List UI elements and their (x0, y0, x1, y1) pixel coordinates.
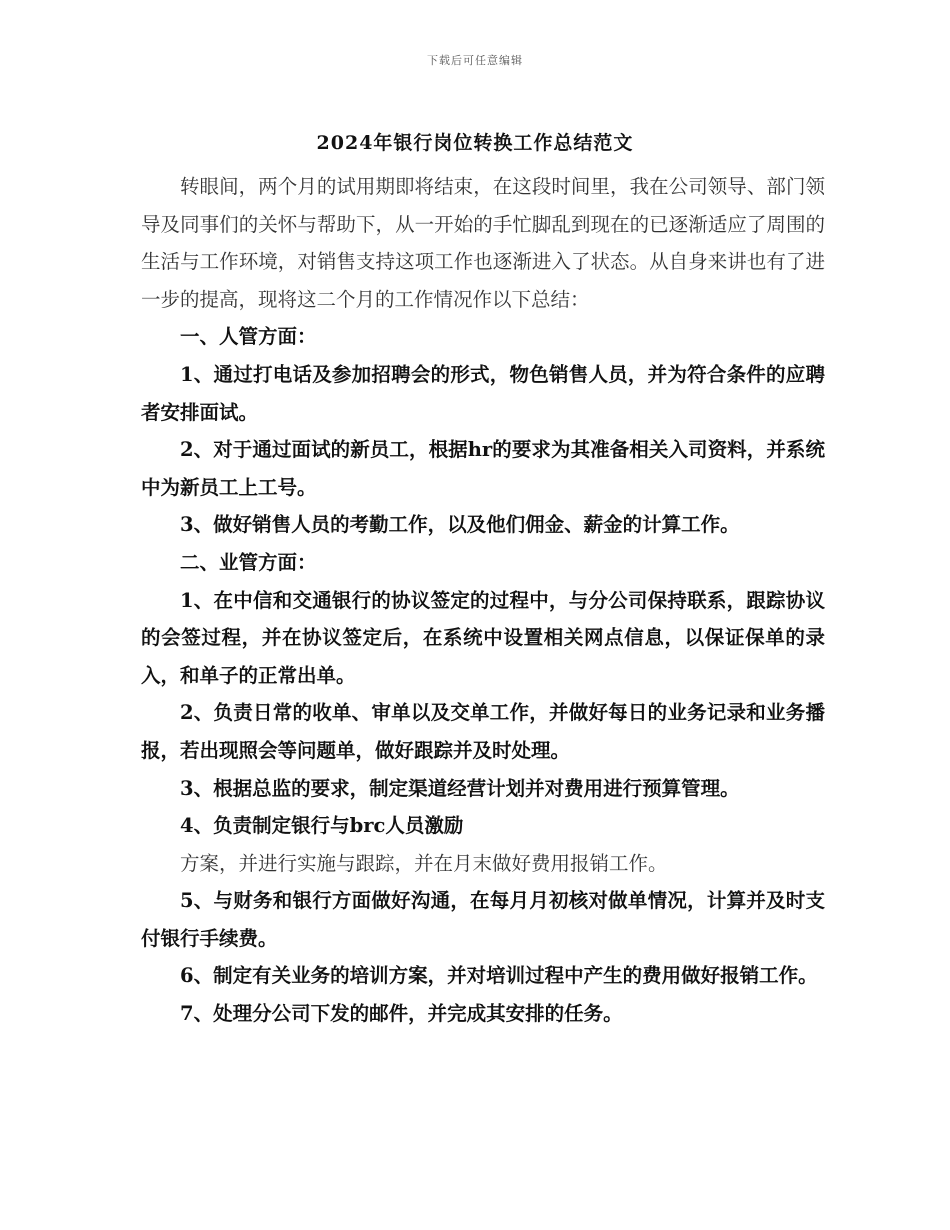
page-header: 下载后可任意编辑 (427, 54, 523, 67)
list-item: 2、负责日常的收单、审单以及交单工作，并做好每日的业务记录和业务播报，若出现照会等问题单，做好跟踪并及时处理。 (141, 701, 825, 762)
list-item: 5、与财务和银行方面做好沟通，在每月月初核对做单情况，计算并及时支付银行手续费。 (141, 889, 825, 950)
section-heading: 二、业管方面： (180, 550, 317, 574)
list-item: 3、做好销售人员的考勤工作，以及他们佣金、薪金的计算工作。 (180, 513, 740, 537)
document-title: 2024年银行岗位转换工作总结范文 (316, 132, 634, 154)
continuation-paragraph: 方案，并进行实施与跟踪，并在月末做好费用报销工作。 (180, 851, 668, 875)
list-item: 3、根据总监的要求，制定渠道经营计划并对费用进行预算管理。 (180, 776, 740, 800)
list-item: 1、通过打电话及参加招聘会的形式，物色销售人员，并为符合条件的应聘者安排面试。 (141, 362, 825, 424)
list-item: 2、对于通过面试的新员工，根据hr的要求为其准备相关入司资料，并系统中为新员工上工号。 (141, 438, 825, 499)
intro-paragraph: 转眼间，两个月的试用期即将结束，在这段时间里，我在公司领导、部门领导及同事们的关怀与帮助下，从一开始的手忙脚乱到现在的已逐渐适应了周围的生活与工作环境，对销售支持这项工作也逐渐进入了状态。从自身来讲也有了进一步的提高，现将这二个月的工作情况作以下总结： (141, 175, 825, 311)
list-item: 4、负责制定银行与brc人员激励 (180, 814, 464, 838)
list-item: 6、制定有关业务的培训方案，并对培训过程中产生的费用做好报销工作。 (180, 964, 818, 988)
document-body (141, 168, 825, 1033)
list-item: 1、在中信和交通银行的协议签定的过程中，与分公司保持联系，跟踪协议的会签过程，并在协议签定后，在系统中设置相关网点信息，以保证保单的录入，和单子的正常出单。 (141, 588, 825, 687)
section-heading: 一、人管方面： (180, 325, 317, 349)
list-item: 7、处理分公司下发的邮件，并完成其安排的任务。 (180, 1002, 623, 1026)
